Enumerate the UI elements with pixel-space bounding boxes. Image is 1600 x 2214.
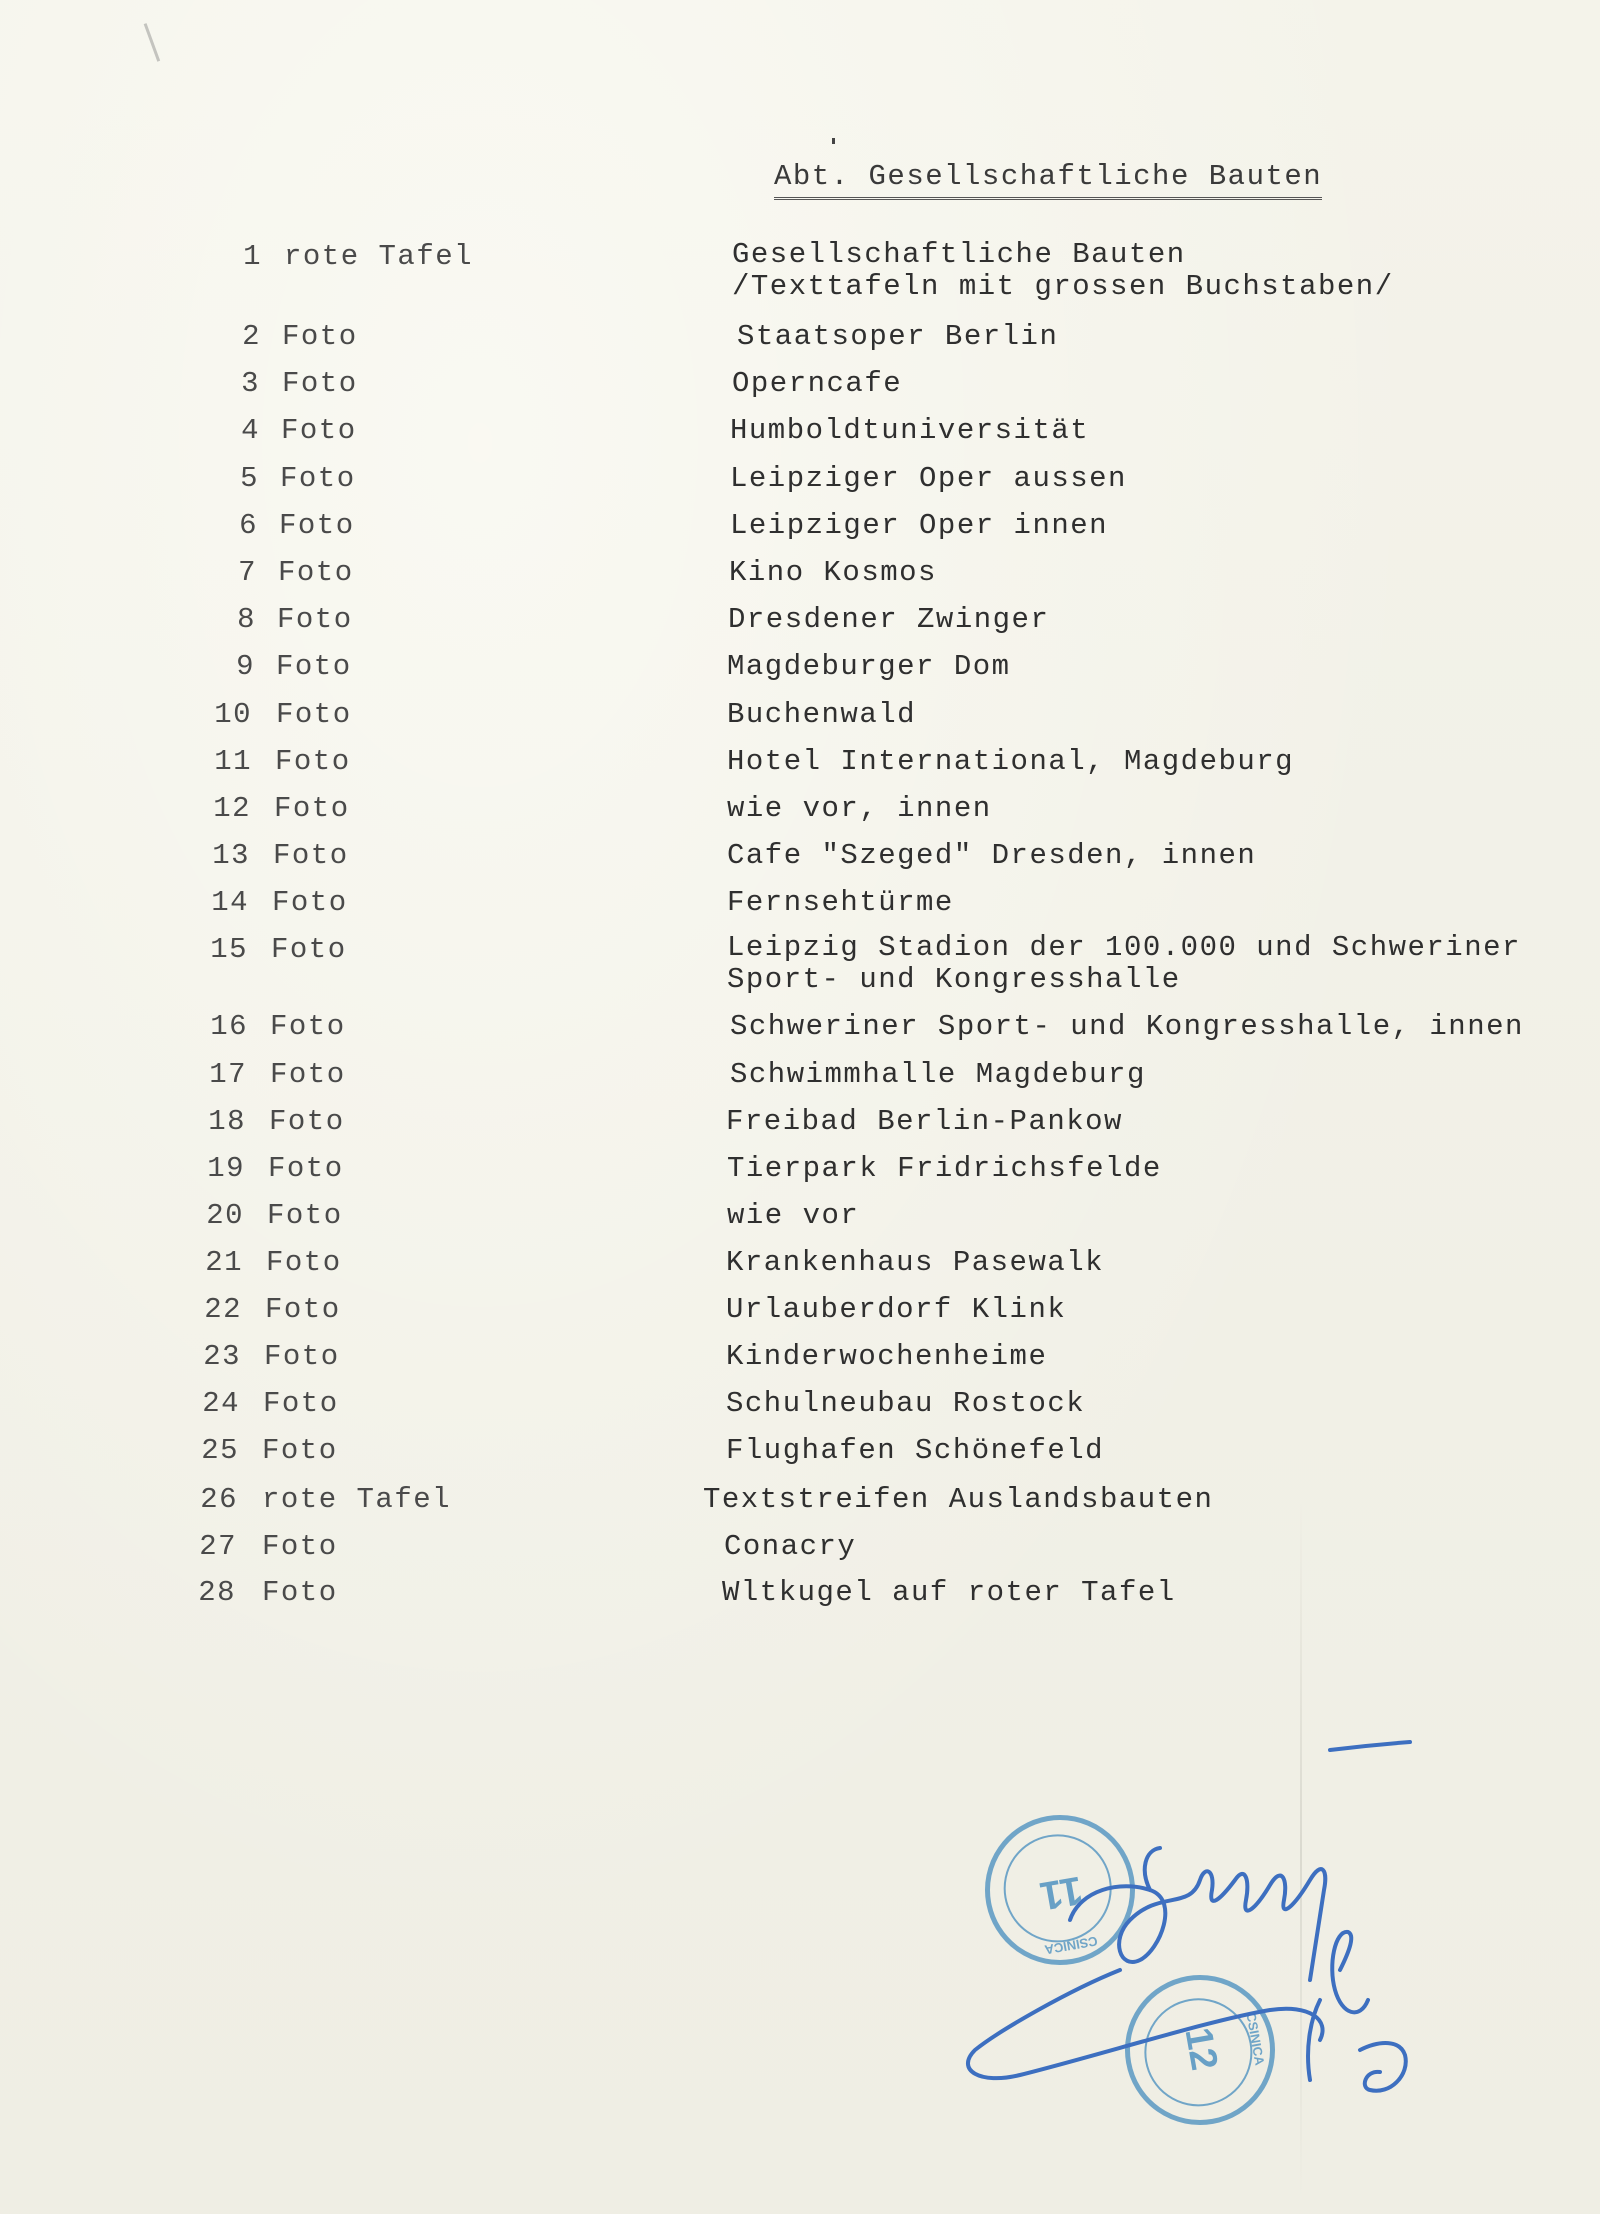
item-type: Foto (275, 745, 351, 778)
item-description-line: Conacry (724, 1530, 857, 1563)
item-number: 28 (198, 1576, 236, 1609)
item-type: Foto (264, 1340, 340, 1373)
item-type: Foto (281, 414, 357, 447)
item-description (730, 507, 1108, 545)
item-description-line: Humboldtuniversität (730, 414, 1090, 447)
item-description (728, 601, 1049, 639)
item-description (722, 1574, 1176, 1612)
item-type: Foto (270, 1058, 346, 1091)
item-description (724, 1528, 856, 1566)
item-description-line: Leipziger Oper innen (730, 509, 1109, 542)
item-description-line: Dresdener Zwinger (728, 603, 1050, 636)
item-number: 5 (240, 462, 259, 495)
item-description (727, 837, 1256, 875)
item-description (732, 365, 902, 403)
item-type: Foto (277, 603, 353, 636)
item-type: Foto (276, 650, 352, 683)
item-type: Foto (269, 1105, 345, 1138)
item-description (732, 238, 1394, 302)
item-number: 23 (203, 1340, 241, 1373)
item-number: 18 (208, 1105, 246, 1138)
item-description-line: Magdeburger Dom (727, 650, 1011, 683)
item-description-line: /Texttafeln mit grossen Buchstaben/ (732, 270, 1394, 303)
stamp-number: 11 (1036, 1867, 1087, 1919)
item-description-line: Flughafen Schönefeld (726, 1434, 1105, 1467)
item-description-line: Urlauberdorf Klink (726, 1293, 1067, 1326)
item-number: 22 (204, 1293, 242, 1326)
item-number: 10 (214, 698, 252, 731)
item-number: 11 (214, 745, 252, 778)
item-description-line: Wltkugel auf roter Tafel (722, 1576, 1176, 1609)
item-type: Foto (274, 792, 350, 825)
item-number: 12 (213, 792, 251, 825)
item-type: rote Tafel (262, 1483, 452, 1516)
item-description (726, 1244, 1104, 1282)
item-number: 1 (243, 240, 262, 273)
item-description-line: wie vor, innen (727, 792, 992, 825)
item-type: Foto (266, 1246, 342, 1279)
item-description-line: Textstreifen Auslandsbauten (703, 1483, 1214, 1516)
item-type: Foto (276, 698, 352, 731)
item-number: 21 (205, 1246, 243, 1279)
item-number: 2 (242, 320, 261, 353)
item-description (726, 1385, 1085, 1423)
item-description-line: Cafe "Szeged" Dresden, innen (727, 839, 1257, 872)
item-type: Foto (262, 1530, 338, 1563)
item-description-line: Staatsoper Berlin (737, 320, 1059, 353)
item-description-line: Kinderwochenheime (726, 1340, 1048, 1373)
item-description (727, 743, 1294, 781)
item-type: Foto (267, 1199, 343, 1232)
item-type: Foto (282, 367, 358, 400)
item-description (726, 1432, 1104, 1470)
item-description (730, 1056, 1146, 1094)
item-description-line: Hotel International, Magdeburg (727, 745, 1295, 778)
item-number: 6 (239, 509, 258, 542)
item-description (730, 1008, 1524, 1046)
item-description (730, 412, 1089, 450)
item-description-line: Freibad Berlin-Pankow (726, 1105, 1123, 1138)
item-description (727, 884, 954, 922)
item-type: Foto (268, 1152, 344, 1185)
item-description (727, 648, 1011, 686)
item-number: 3 (241, 367, 260, 400)
item-description-line: Schwimmhalle Magdeburg (730, 1058, 1146, 1091)
item-number: 25 (201, 1434, 239, 1467)
item-type: Foto (278, 556, 354, 589)
handwritten-signature (950, 1720, 1470, 2140)
ink-speck (832, 138, 835, 144)
item-type: Foto (272, 886, 348, 919)
item-type: Foto (262, 1576, 338, 1609)
document-heading: Abt. Gesellschaftliche Bauten (774, 160, 1322, 200)
stamp-text: CSINICA (1043, 1933, 1099, 1958)
paper-mark (144, 18, 174, 61)
item-type: rote Tafel (284, 240, 474, 273)
item-number: 20 (206, 1199, 244, 1232)
item-number: 24 (202, 1387, 240, 1420)
item-description (726, 1103, 1123, 1141)
item-number: 13 (212, 839, 250, 872)
item-type: Foto (271, 933, 347, 966)
item-description-line: Schweriner Sport- und Kongresshalle, innen (730, 1010, 1524, 1043)
item-type: Foto (263, 1387, 339, 1420)
item-description (726, 1338, 1047, 1376)
item-number: 7 (238, 556, 257, 589)
item-number: 19 (207, 1152, 245, 1185)
item-type: Foto (282, 320, 358, 353)
item-description-line: Leipzig Stadion der 100.000 und Schweriner (727, 931, 1521, 964)
item-description-line: Krankenhaus Pasewalk (726, 1246, 1105, 1279)
item-description (737, 318, 1058, 356)
item-description (727, 931, 1521, 995)
item-type: Foto (273, 839, 349, 872)
item-number: 8 (237, 603, 256, 636)
item-description (727, 1197, 859, 1235)
item-description (730, 460, 1127, 498)
stamp-text: CSINICA (1243, 2011, 1268, 2067)
item-description-line: Sport- und Kongresshalle (727, 963, 1181, 996)
item-number: 15 (210, 933, 248, 966)
item-description-line: Tierpark Fridrichsfelde (727, 1152, 1162, 1185)
item-description-line: Schulneubau Rostock (726, 1387, 1086, 1420)
item-description (727, 696, 916, 734)
item-number: 17 (209, 1058, 247, 1091)
item-number: 27 (199, 1530, 237, 1563)
item-description-line: Gesellschaftliche Bauten (732, 238, 1186, 271)
item-type: Foto (270, 1010, 346, 1043)
item-description (703, 1481, 1213, 1519)
item-description-line: Buchenwald (727, 698, 917, 731)
stamp-number: 12 (1176, 2024, 1226, 2074)
item-description-line: Kino Kosmos (729, 556, 937, 589)
item-type: Foto (280, 462, 356, 495)
item-number: 9 (236, 650, 255, 683)
item-description-line: wie vor (727, 1199, 860, 1232)
item-number: 26 (200, 1483, 238, 1516)
item-type: Foto (279, 509, 355, 542)
item-type: Foto (262, 1434, 338, 1467)
item-number: 16 (210, 1010, 248, 1043)
item-description (727, 1150, 1162, 1188)
item-description (729, 554, 937, 592)
item-description (726, 1291, 1066, 1329)
item-type: Foto (265, 1293, 341, 1326)
item-description-line: Fernsehtürme (727, 886, 954, 919)
item-description-line: Operncafe (732, 367, 903, 400)
item-number: 14 (211, 886, 249, 919)
item-description (727, 790, 992, 828)
item-description-line: Leipziger Oper aussen (730, 462, 1127, 495)
item-number: 4 (241, 414, 260, 447)
